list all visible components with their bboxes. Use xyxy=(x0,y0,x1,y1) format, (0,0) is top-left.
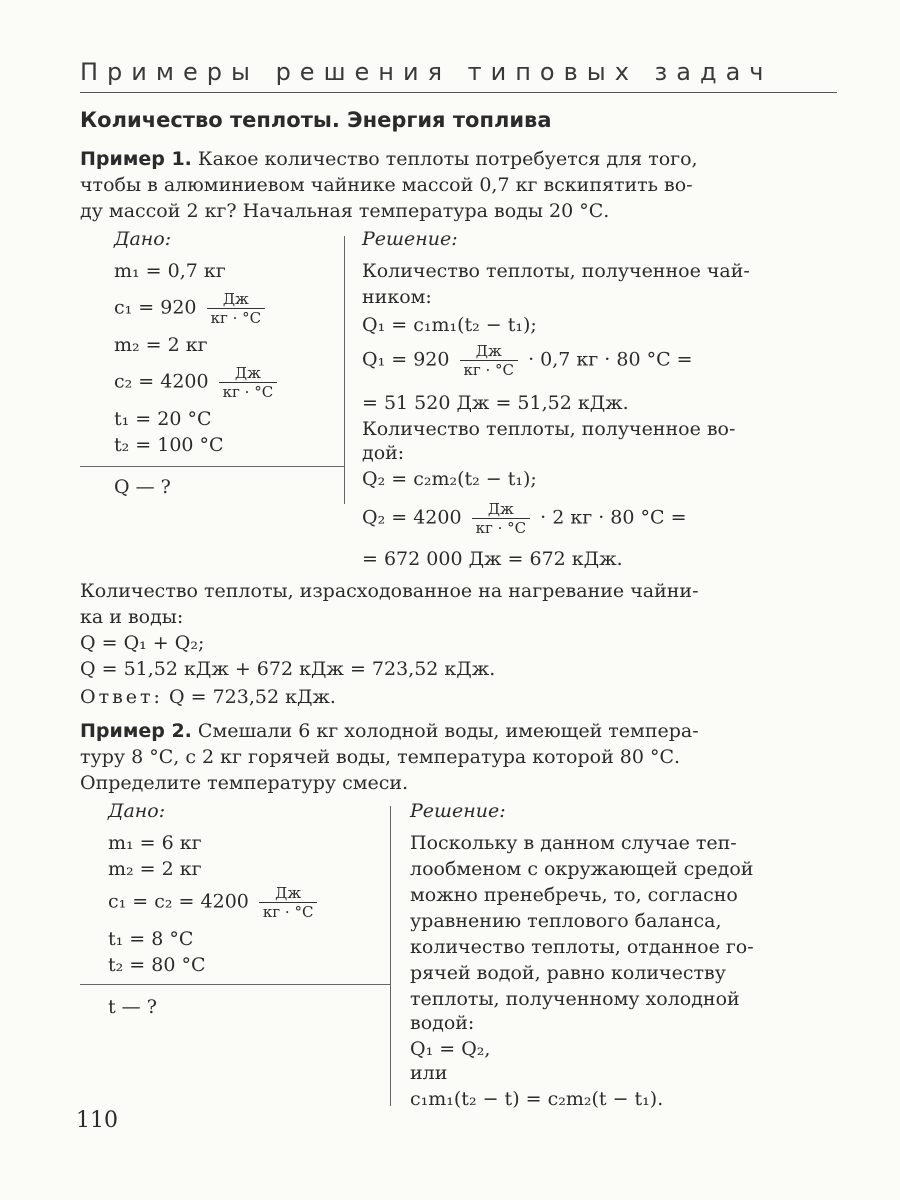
given-underline xyxy=(80,984,390,985)
example2-solution: Решение: Поскольку в данном случае теп- лообменом с окружающей средой можно пренебречь, то, согласно уравнению теплового баланса, количество теплоты, отданное го- рячей водой, равно количеству теплоты, полученному холодной водой: Q₁ = Q₂, или c₁m₁(t₂ − t) = c₂m₂(t − t₁). xyxy=(410,800,754,1110)
given-m2: m₂ = 2 кг xyxy=(108,858,202,880)
example2-label: Пример 2. xyxy=(80,720,192,742)
example1-total xyxy=(80,578,836,710)
solution-line: теплоты, полученному холодной xyxy=(410,988,740,1010)
answer-value: Q = 723,52 кДж. xyxy=(162,686,336,708)
calc-q-total: Q = 51,52 кДж + 672 кДж = 723,52 кДж. xyxy=(80,658,496,680)
fraction: $\frac{Дж}{кг \cdot ^\circ С}$ xyxy=(259,884,318,921)
fraction: $\frac{Дж}{кг \cdot ^\circ С}$ xyxy=(219,364,278,401)
solution-line: можно пренебречь, то, согласно xyxy=(410,884,738,906)
example2-given: Дано: m₁ = 6 кг m₂ = 2 кг c₁ = c₂ = 4200 $\frac{Дж}{кг \cdot ^\circ С}$ t₁ = 8 °С t₂ = 80 °С t — ? xyxy=(108,800,388,1020)
calc-q1: Q₁ = 920 $\frac{Дж}{кг \cdot ^\circ С}$ · 0,7 кг · 80 °С = xyxy=(362,342,693,379)
solution-line: Количество теплоты, полученное чай- xyxy=(362,260,750,282)
heat-balance-equation: Q₁ = Q₂, xyxy=(410,1038,491,1060)
example1-problem-line: ду массой 2 кг? Начальная температура воды 20 °С. xyxy=(80,200,610,222)
answer-label: Ответ: xyxy=(80,686,163,708)
solution-line: ником: xyxy=(362,286,432,308)
example2-problem-line: туру 8 °С, с 2 кг горячей воды, температура которой 80 °С. xyxy=(80,746,681,768)
fraction: $\frac{Дж}{кг \cdot ^\circ С}$ xyxy=(472,500,531,537)
given-heading: Дано xyxy=(108,800,159,822)
text-line: ка и воды: xyxy=(80,606,184,628)
solution-line: уравнению теплового баланса, xyxy=(410,910,722,932)
text-line: Количество теплоты, израсходованное на нагревание чайни- xyxy=(80,580,699,602)
example2-problem-line: Определите температуру смеси. xyxy=(80,772,409,794)
solution-line: водой: xyxy=(410,1012,475,1034)
formula-q1: Q₁ = c₁m₁(t₂ − t₁); xyxy=(362,314,537,336)
section-title: Количество теплоты. Энергия топлива xyxy=(80,108,552,132)
given-m2: m₂ = 2 кг xyxy=(114,334,208,356)
given-t2: t₂ = 100 °С xyxy=(114,434,224,456)
given-m1: m₁ = 0,7 кг xyxy=(114,260,226,282)
page-number: 110 xyxy=(76,1108,118,1133)
given-heading: Дано xyxy=(114,228,165,250)
given-c2: c₂ = 4200 $\frac{Дж}{кг \cdot ^\circ С}$ xyxy=(114,364,281,401)
calc-q2: Q₂ = 4200 $\frac{Дж}{кг \cdot ^\circ С}$ · 2 кг · 80 °С = xyxy=(362,500,687,537)
example1-solution: Решение: Количество теплоты, полученное чай- ником: Q₁ = c₁m₁(t₂ − t₁); Q₁ = 920 $\frac{Дж}{кг \cdot ^\circ С}$ · 0,7 кг · 80 °С = = 51 520 Дж = 51,52 кДж. Количество теплоты, полученное во- дой: Q₂ = c₂m₂(t₂ − t₁); Q₂ = 4200 $\frac{Дж}{кг \cdot ^\circ С}$ · 2 кг · 80 °С = = 672 000 Дж = 672 кДж. xyxy=(362,228,750,570)
solution-line: дой: xyxy=(362,442,405,464)
example1-problem-line: чтобы в алюминиевом чайнике массой 0,7 кг вскипятить во- xyxy=(80,174,693,196)
given-underline xyxy=(80,466,344,467)
given-t1: t₁ = 20 °С xyxy=(114,408,212,430)
find-quantity: t — ? xyxy=(108,996,157,1018)
given-t2: t₂ = 80 °С xyxy=(108,954,206,976)
solution-line: Поскольку в данном случае теп- xyxy=(410,832,737,854)
example2-problem xyxy=(80,718,836,796)
example1-given: Дано: m₁ = 0,7 кг c₁ = 920 $\frac{Дж}{кг \cdot ^\circ С}$ m₂ = 2 кг c₂ = 4200 $\frac{Дж}{кг \cdot ^\circ С}$ t₁ = 20 °С t₂ = 100 °С Q — ? xyxy=(114,228,344,508)
given-m1: m₁ = 6 кг xyxy=(108,832,202,854)
given-divider xyxy=(344,236,345,504)
find-quantity: Q — ? xyxy=(114,476,171,498)
solution-line: рячей водой, равно количеству xyxy=(410,962,726,984)
given-t1: t₁ = 8 °С xyxy=(108,928,194,950)
solution-heading: Решение xyxy=(410,800,500,822)
given-divider xyxy=(390,806,391,1106)
solution-line: лообменом с окружающей средой xyxy=(410,858,754,880)
header-rule xyxy=(80,92,837,93)
given-c1: c₁ = 920 $\frac{Дж}{кг \cdot ^\circ С}$ xyxy=(114,290,269,327)
example1-problem-line: Какое количество теплоты потребуется для того, xyxy=(191,148,698,170)
solution-line: количество теплоты, отданное го- xyxy=(410,936,754,958)
given-c: c₁ = c₂ = 4200 $\frac{Дж}{кг \cdot ^\circ С}$ xyxy=(108,884,321,921)
result-q1: = 51 520 Дж = 51,52 кДж. xyxy=(362,392,629,414)
heat-balance-expanded: c₁m₁(t₂ − t) = c₂m₂(t − t₁). xyxy=(410,1088,664,1110)
result-q2: = 672 000 Дж = 672 кДж. xyxy=(362,548,623,570)
formula-q2: Q₂ = c₂m₂(t₂ − t₁); xyxy=(362,468,537,490)
example2-problem-line: Смешали 6 кг холодной воды, имеющей темпера- xyxy=(191,720,699,742)
example1-problem xyxy=(80,146,836,224)
example1-label: Пример 1. xyxy=(80,148,192,170)
fraction: $\frac{Дж}{кг \cdot ^\circ С}$ xyxy=(460,342,519,379)
solution-line: или xyxy=(410,1062,448,1084)
solution-line: Количество теплоты, полученное во- xyxy=(362,418,736,440)
solution-heading: Решение xyxy=(362,228,452,250)
formula-q-sum: Q = Q₁ + Q₂; xyxy=(80,632,205,654)
fraction: $\frac{Дж}{кг \cdot ^\circ С}$ xyxy=(207,290,266,327)
running-head: Примеры решения типовых задач xyxy=(80,58,773,86)
